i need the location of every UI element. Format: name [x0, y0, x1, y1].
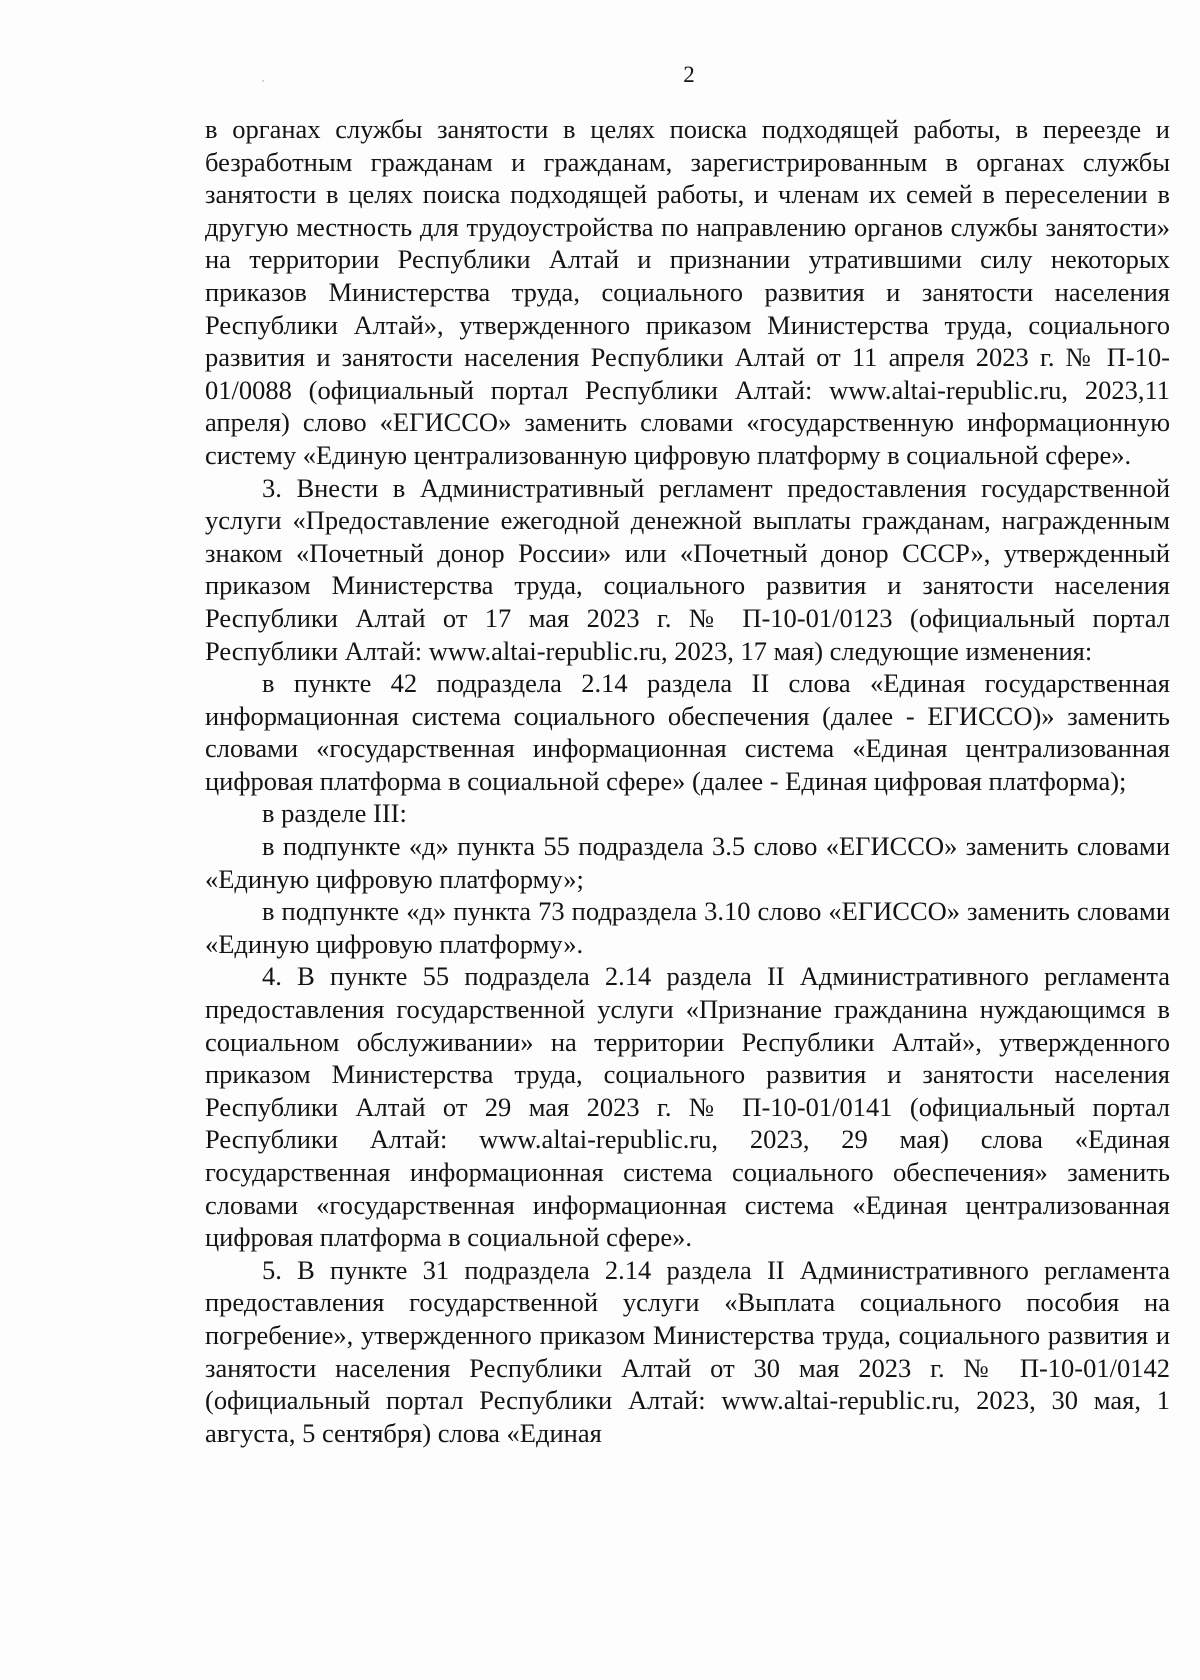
- paragraph-item-3: 3. Внести в Административный регламент предоставления государственной услуги «Предоставление ежегодной денежной выплаты гражданам, награжденным знаком «Почетный донор России» или «Почетный донор СССР», утвержденный приказом Министерства труда, социального развития и занятости населения Республики Алтай от 17 мая 2023 г. № П-10-01/0123 (официальный портал Республики Алтай: www.altai-republic.ru, 2023, 17 мая) следующие изменения:: [205, 472, 1170, 666]
- paragraph-item-4: 4. В пункте 55 подраздела 2.14 раздела II Административного регламента предоставления государственной услуги «Признание гражданина нуждающимся в социальном обслуживании» на территории Республики Алтай», утвержденного приказом Министерства труда, социального развития и занятости населения Республики Алтай от 29 мая 2023 г. № П-10-01/0141 (официальный портал Республики Алтай: www.altai-republic.ru, 2023, 29 мая) слова «Единая государственная информационная система социального обеспечения» заменить словами «государственная информационная система «Единая централизованная цифровая платформа в социальной сфере».: [205, 961, 1170, 1253]
- page-number: 2: [683, 62, 695, 87]
- paragraph-item-3-point-55: в подпункте «д» пункта 55 подраздела 3.5 слово «ЕГИССО» заменить словами «Единую цифровую платформу»;: [205, 831, 1170, 894]
- document-body: [205, 113, 1170, 1449]
- paragraph-item-3-point-42: в пункте 42 подраздела 2.14 раздела II слова «Единая государственная информационная система социального обеспечения (далее - ЕГИССО)» заменить словами «государственная информационная система «Единая централизованная цифровая платформа в социальной сфере» (далее - Единая цифровая платформа);: [205, 668, 1170, 796]
- paragraph-item-5: 5. В пункте 31 подраздела 2.14 раздела II Административного регламента предоставления государственной услуги «Выплата социального пособия на погребение», утвержденного приказом Министерства труда, социального развития и занятости населения Республики Алтай от 30 мая 2023 г. № П-10-01/0142 (официальный портал Республики Алтай: www.altai-republic.ru, 2023, 30 мая, 1 августа, 5 сентября) слова «Единая: [205, 1254, 1170, 1448]
- paragraph-item-3-point-73: в подпункте «д» пункта 73 подраздела 3.10 слово «ЕГИССО» заменить словами «Единую цифровую платформу».: [205, 896, 1170, 959]
- paragraph-item-3-section-3: в разделе III:: [262, 798, 407, 829]
- paragraph-continuation: в органах службы занятости в целях поиска подходящей работы, в переезде и безработным гражданам и гражданам, зарегистрированным в органах службы занятости в целях поиска подходящей работы, и членам их семей в переселении в другую местность для трудоустройства по направлению органов службы занятости» на территории Республики Алтай и признании утратившими силу некоторых приказов Министерства труда, социального развития и занятости населения Республики Алтай», утвержденного приказом Министерства труда, социального развития и занятости населения Республики Алтай от 11 апреля 2023 г. № П-10-01/0088 (официальный портал Республики Алтай: www.altai-republic.ru, 2023,11 апреля) слово «ЕГИССО» заменить словами «государственную информационную систему «Единую централизованную цифровую платформу в социальной сфере».: [205, 114, 1170, 470]
